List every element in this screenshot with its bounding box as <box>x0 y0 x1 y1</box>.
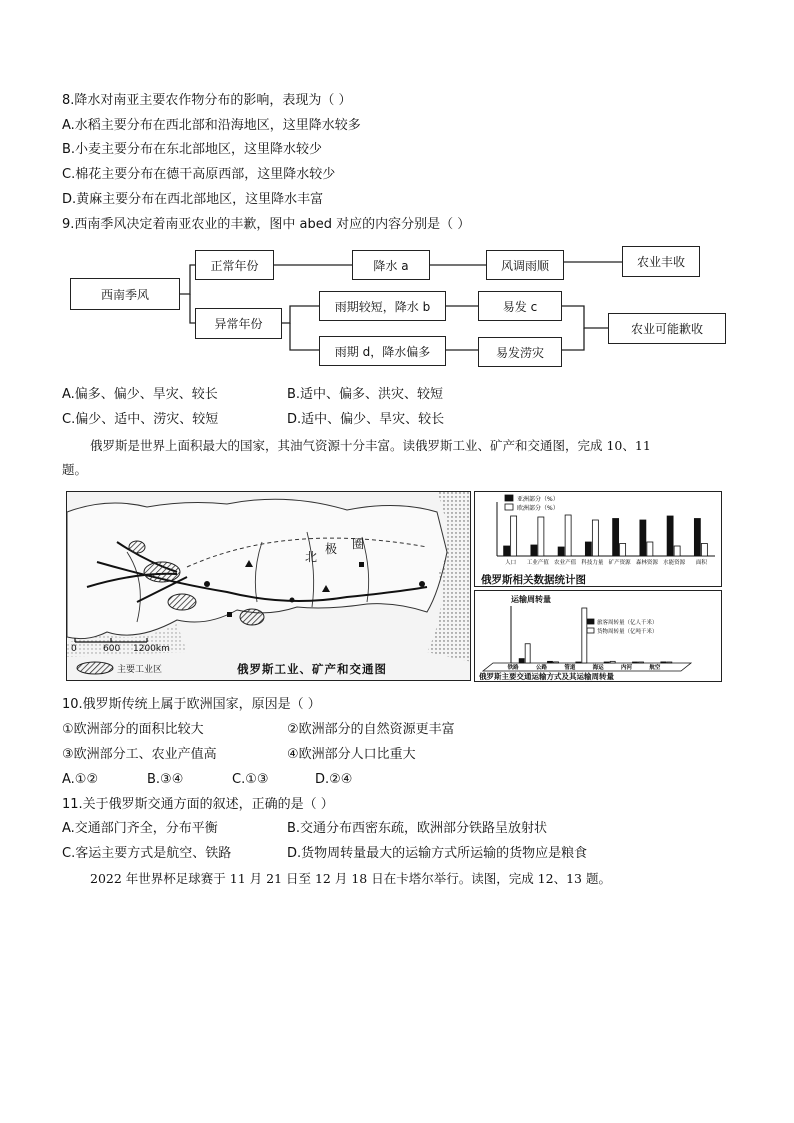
stats-bar <box>504 546 510 556</box>
transport-bar <box>610 661 615 663</box>
q8-option-d: D.黄麻主要分布在西北部地区，这里降水丰富 <box>62 192 324 207</box>
q10-stem: 10.俄罗斯传统上属于欧洲国家，原因是（ ） <box>62 697 321 712</box>
transport-tick-label: 海运 <box>592 665 604 671</box>
stats-bar <box>640 520 646 556</box>
transport-chart-title: 俄罗斯主要交通运输方式及其运输周转量 <box>479 672 614 681</box>
q8-option-a: A.水稻主要分布在西北部和沿海地区，这里降水较多 <box>62 118 361 133</box>
node-rain-a: 降水 a <box>352 250 430 280</box>
stats-tick-label: 水能资源 <box>663 560 686 566</box>
transport-bar <box>576 662 581 663</box>
transport-bar <box>633 662 638 663</box>
q8-stem: 8.降水对南亚主要农作物分布的影响，表现为（ ） <box>62 93 352 108</box>
arctic-label-2: 极 <box>325 542 338 556</box>
q9-option-c: C.偏少、适中、涝灾、较短 <box>62 412 219 427</box>
node-sw-monsoon: 西南季风 <box>70 278 180 310</box>
stats-legend-label-0: 亚洲部分（%） <box>517 496 559 503</box>
q10-option-d: D.②④ <box>315 772 353 787</box>
transport-legend-label-0: 旅客周转量（亿人千米） <box>597 620 658 626</box>
stats-bar <box>538 517 544 556</box>
transport-bar <box>554 662 559 663</box>
node-easy-c: 易发 c <box>478 291 562 321</box>
stats-bar <box>694 519 700 557</box>
russia-stats-chart <box>474 491 722 587</box>
node-maybe-fail: 农业可能歉收 <box>608 313 726 344</box>
stats-bar <box>647 542 653 556</box>
worldcup-intro: 2022 年世界杯足球赛于 11 月 21 日至 12 月 18 日在卡塔尔举行。读图，完成 12、13 题。 <box>90 871 611 886</box>
scale-1200: 1200km <box>133 644 170 654</box>
stats-bar <box>613 519 619 557</box>
scale-600: 600 <box>103 644 121 654</box>
transport-tick-label: 管道 <box>564 665 576 671</box>
stats-tick-label: 面积 <box>695 560 707 566</box>
stats-tick-label: 科技力量 <box>581 560 604 566</box>
q11-option-c: C.客运主要方式是航空、铁路 <box>62 846 232 861</box>
arctic-label-1: 北 <box>305 550 318 564</box>
stats-tick-label: 森林资源 <box>635 560 658 566</box>
stats-bar <box>511 516 517 556</box>
stats-tick-label: 农业产值 <box>554 560 577 566</box>
russia-intro-line1: 俄罗斯是世界上面积最大的国家，其油气资源十分丰富。读俄罗斯工业、矿产和交通图，完成 10、11 <box>90 438 651 453</box>
arctic-label-3: 圈 <box>352 537 365 551</box>
transport-legend-swatch-0 <box>587 619 594 624</box>
stats-bar <box>558 547 564 556</box>
q9-stem: 9.西南季风决定着南亚农业的丰歉，图中 abed 对应的内容分别是（ ） <box>62 217 471 232</box>
q11-option-a: A.交通部门齐全，分布平衡 <box>62 821 218 836</box>
q10-option-b: B.③④ <box>147 772 184 787</box>
node-abnormal-year: 异常年份 <box>195 308 282 339</box>
transport-legend-swatch-1 <box>587 628 594 633</box>
stats-tick-label: 工业产值 <box>526 560 549 566</box>
node-flood: 易发涝灾 <box>478 337 562 367</box>
q10-item-3: ③欧洲部分工、农业产值高 <box>62 747 217 762</box>
node-good-weather: 风调雨顺 <box>486 250 564 280</box>
map-drawing <box>67 492 471 681</box>
stats-legend-swatch-0 <box>505 495 513 501</box>
q11-option-d: D.货物周转量最大的运输方式所运输的货物应是粮食 <box>287 846 588 861</box>
q11-option-b: B.交通分布西密东疏，欧洲部分铁路呈放射状 <box>287 821 548 836</box>
map-caption: 俄罗斯工业、矿产和交通图 <box>237 662 387 676</box>
russia-intro-line2: 题。 <box>62 462 88 477</box>
q10-option-c: C.①③ <box>232 772 269 787</box>
q9-flow-diagram <box>62 240 742 375</box>
q8-option-b: B.小麦主要分布在东北部地区，这里降水较少 <box>62 142 323 157</box>
stats-bar <box>531 545 537 556</box>
transport-bar <box>519 659 524 663</box>
transport-tick-label: 内河 <box>620 665 633 671</box>
node-harvest: 农业丰收 <box>622 246 700 277</box>
q9-option-a: A.偏多、偏少、旱灾、较长 <box>62 387 218 402</box>
stats-tick-label: 矿产资源 <box>608 560 631 566</box>
transport-bar <box>639 662 644 663</box>
scale-0: 0 <box>71 644 77 654</box>
q9-option-d: D.适中、偏少、旱灾、较长 <box>287 412 445 427</box>
transport-tick-label: 公路 <box>535 665 548 671</box>
transport-bar <box>548 661 553 663</box>
q11-stem: 11.关于俄罗斯交通方面的叙述，正确的是（ ） <box>62 797 334 812</box>
transport-axis-title: 运输周转量 <box>511 595 551 604</box>
transport-tick-label: 铁路 <box>507 665 519 671</box>
q10-option-a: A.①② <box>62 772 99 787</box>
transport-bar <box>661 662 666 663</box>
stats-legend-swatch-1 <box>505 504 513 510</box>
q10-item-1: ①欧洲部分的面积比较大 <box>62 722 204 737</box>
stats-bar <box>620 544 626 557</box>
stats-bar <box>674 546 680 556</box>
transport-legend-label-1: 货物周转量（亿吨千米） <box>597 629 658 635</box>
stats-chart-title: 俄罗斯相关数据统计图 <box>481 574 586 586</box>
transport-chart <box>474 590 722 682</box>
stats-tick-label: 人口 <box>505 560 517 566</box>
q8-option-c: C.棉花主要分布在德干高原西部，这里降水较少 <box>62 167 336 182</box>
node-short-rain: 雨期较短，降水 b <box>319 291 446 321</box>
stats-bar <box>585 542 591 556</box>
legend-industry-label: 主要工业区 <box>117 665 163 675</box>
transport-tick-label: 航空 <box>649 665 661 671</box>
q10-item-4: ④欧洲部分人口比重大 <box>287 747 416 762</box>
stats-legend-label-1: 欧洲部分（%） <box>517 505 559 512</box>
q10-item-2: ②欧洲部分的自然资源更丰富 <box>287 722 455 737</box>
stats-bar <box>592 520 598 556</box>
stats-bar <box>667 516 673 556</box>
transport-bar <box>667 662 672 663</box>
stats-bar <box>701 544 707 557</box>
transport-bar <box>604 662 609 663</box>
node-normal-year: 正常年份 <box>195 250 274 280</box>
russia-map <box>66 491 471 681</box>
node-long-rain: 雨期 d，降水偏多 <box>319 336 446 366</box>
q9-option-b: B.适中、偏多、洪灾、较短 <box>287 387 444 402</box>
transport-bar <box>525 644 530 663</box>
stats-bar <box>565 515 571 556</box>
transport-bar <box>582 608 587 663</box>
